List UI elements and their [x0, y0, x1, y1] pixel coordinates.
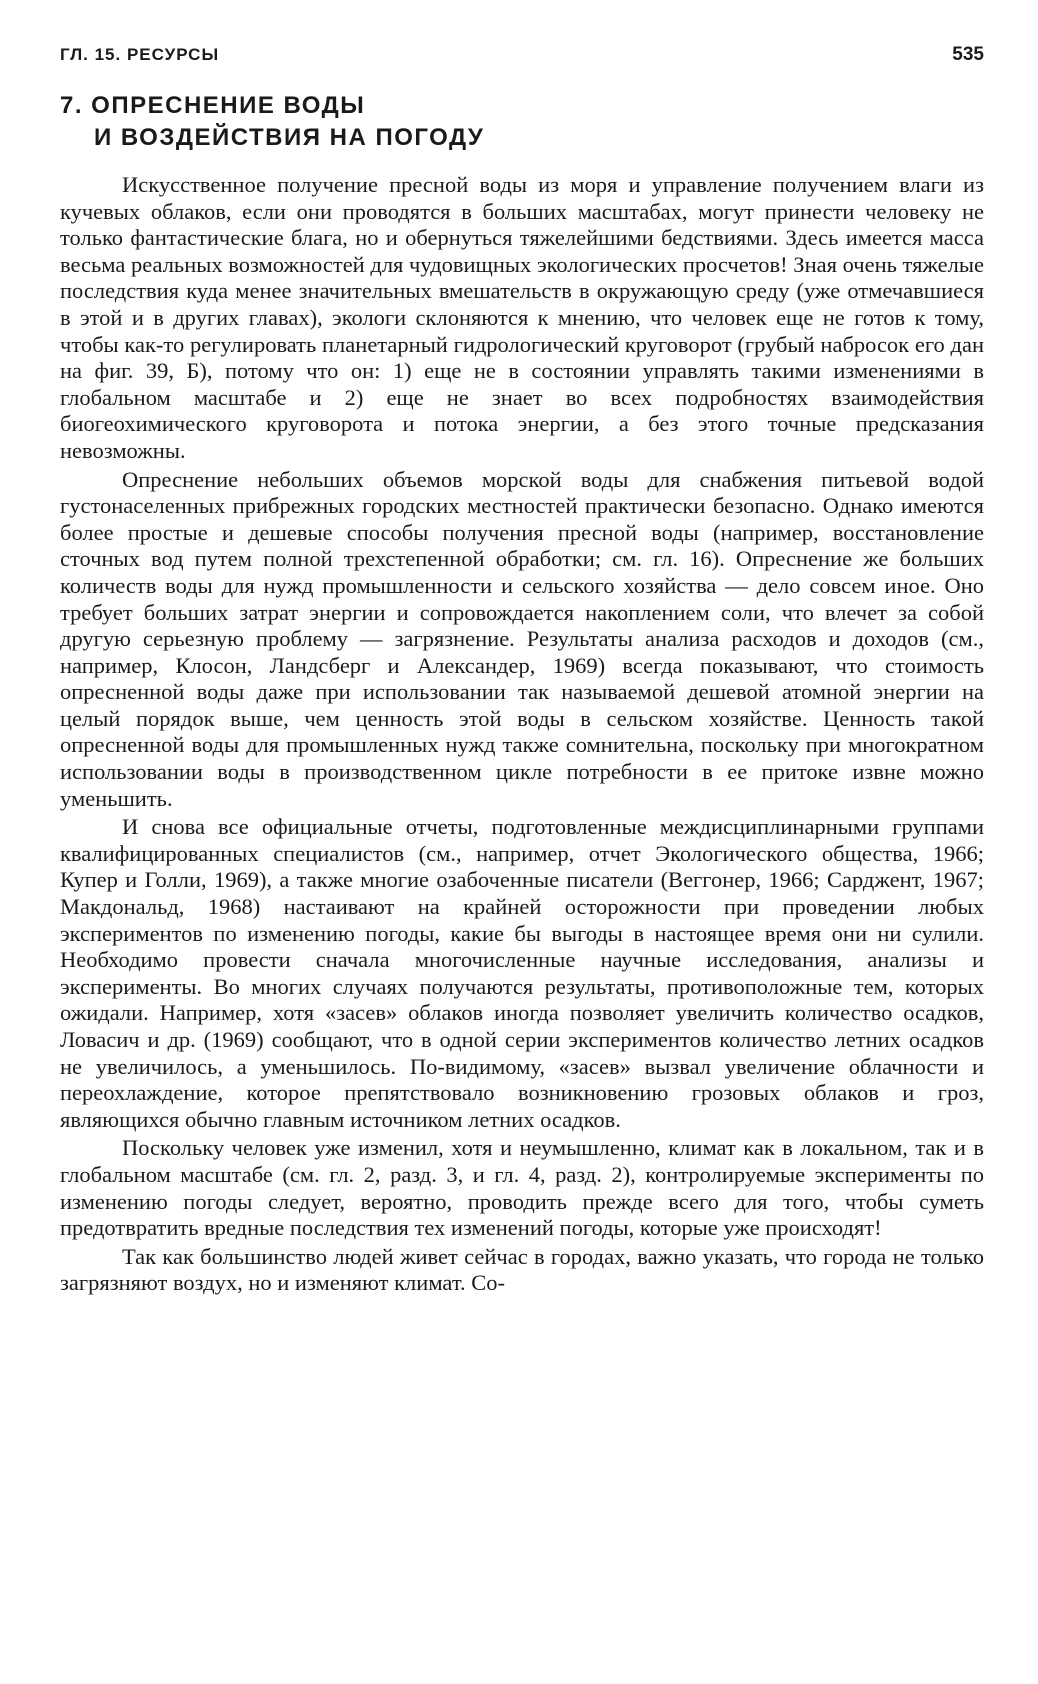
body-text — [60, 172, 984, 1297]
paragraph: Так как большинство людей живет сейчас в городах, важно указать, что города не только загрязняют воздух, но и изменяют климат. Со- — [60, 1243, 984, 1296]
section-heading-line-1: 7. ОПРЕСНЕНИЕ ВОДЫ — [60, 92, 366, 119]
section-heading — [60, 90, 984, 154]
paragraph: Искусственное получение пресной воды из моря и управление получением влаги из кучевых облаков, если они проводятся в больших масштабах, могут принести человеку не только фантастические блага, но и обернуться тяжелейшими бедствиями. Здесь имеется масса весьма реальных возможностей для чудовищных экологических просчетов! Зная очень тяжелые последствия куда менее значительных вмешательств в окружающую среду (уже отмечавшиеся в этой и в других главах), экологи склоняются к мнению, что человек еще не готов к тому, чтобы как-то регулировать планетарный гидрологический круговорот (грубый набросок его дан на фиг. 39, Б), потому что он: 1) еще не в состоянии управлять такими изменениями в глобальном масштабе и 2) еще не знает во всех подробностях взаимодействия биогеохимического круговорота и потока энергии, а без этого точные предсказания невозможны. — [60, 172, 984, 463]
page-number: 535 — [952, 44, 984, 65]
running-title: ГЛ. 15. РЕСУРСЫ — [60, 45, 220, 64]
paragraph: И снова все официальные отчеты, подготовленные междисциплинарными группами квалифицированных специалистов (см., например, отчет Экологического общества, 1966; Купер и Голли, 1969), а также многие озабоченные писатели (Веггонер, 1966; Сарджент, 1967; Макдональд, 1968) настаивают на крайней осторожности при проведении любых экспериментов по изменению погоды, какие бы выгоды в настоящее время они ни сулили. Необходимо провести сначала многочисленные научные исследования, анализы и эксперименты. Во многих случаях получаются результаты, противоположные тем, которых ожидали. Например, хотя «засев» облаков иногда позволяет увеличить количество осадков, Ловасич и др. (1969) сообщают, что в одной серии экспериментов количество летних осадков не увеличилось, а уменьшилось. По-видимому, «засев» вызвал увеличение облачности и переохлаждение, которое препятствовало возникновению грозовых облаков и гроз, являющихся обычно главным источником летних осадков. — [60, 814, 984, 1132]
paragraph: Опреснение небольших объемов морской воды для снабжения питьевой водой густонаселенных прибрежных городских местностей практически безопасно. Однако имеются более простые и дешевые способы получения пресной воды (например, восстановление сточных вод путем полной трехстепенной обработки; см. гл. 16). Опреснение же больших количеств воды для нужд промышленности и сельского хозяйства — дело совсем иное. Оно требует больших затрат энергии и сопровождается накоплением соли, что влечет за собой другую серьезную проблему — загрязнение. Результаты анализа расходов и доходов (см., например, Клосон, Ландсберг и Александер, 1969) всегда показывают, что стоимость опресненной воды даже при использовании так называемой дешевой атомной энергии на целый порядок выше, чем ценность этой воды в сельском хозяйстве. Ценность такой опресненной воды для промышленных нужд также сомнительна, поскольку при многократном использовании воды в производственном цикле потребности в ее притоке извне можно уменьшить. — [60, 466, 984, 811]
section-heading-line-2: И ВОЗДЕЙСТВИЯ НА ПОГОДУ — [94, 124, 485, 151]
paragraph: Поскольку человек уже изменил, хотя и неумышленно, климат как в локальном, так и в глобальном масштабе (см. гл. 2, разд. 3, и гл. 4, разд. 2), контролируемые эксперименты по изменению погоды следует, вероятно, проводить прежде всего для того, чтобы суметь предотвратить вредные последствия тех изменений погоды, которые уже происходят! — [60, 1135, 984, 1241]
running-header — [60, 44, 984, 74]
book-page — [60, 44, 984, 1297]
